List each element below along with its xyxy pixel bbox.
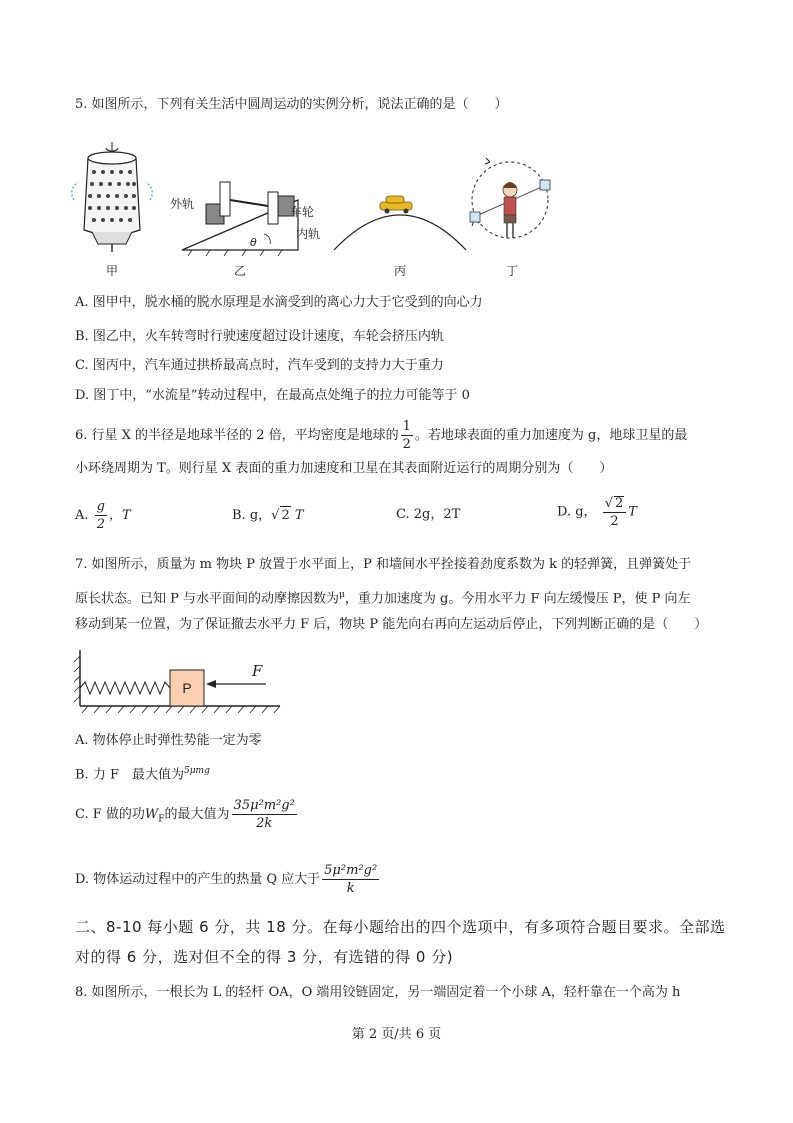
q6-option-b <box>232 506 304 525</box>
q7-option-d-text: D. 物体运动过程中的产生的热量 Q 应大于 <box>75 872 321 887</box>
caption-bing: 丙 <box>394 264 407 278</box>
label-outer-rail: 外轨 <box>170 197 195 211</box>
q6-option-a-tail: ，T <box>109 508 131 523</box>
fraction-denominator: k <box>346 881 355 896</box>
fraction-numerator: √ 2 <box>603 496 627 513</box>
q6-option-d-label: D. g， <box>557 504 597 520</box>
q5-option-a: A. 图甲中，脱水桶的脱水原理是水滴受到的离心力大于它受到的向心力 <box>75 295 483 310</box>
fraction-numerator: g <box>96 499 105 514</box>
spin-dryer-drawing <box>72 142 153 252</box>
q7-line1: 7. 如图所示，质量为 m 物块 P 放置于水平面上，P 和墙间水平拴接着劲度系数为 k 的轻弹簧，且弹簧处于 <box>75 557 692 572</box>
banked-track-drawing <box>182 182 298 256</box>
q7-line2 <box>75 586 691 608</box>
fraction-numerator: 5μ²m²g² <box>324 863 378 878</box>
label-inner-rail: 内轨 <box>296 227 321 241</box>
caption-ding: 丁 <box>506 264 519 278</box>
block-p-label: P <box>182 680 192 696</box>
q6-line2: 小环绕周期为 T。则行星 X 表面的重力加速度和卫星在其表面附近运行的周期分别为（ ） <box>75 461 613 476</box>
section2-line2: 对的得 6 分，选对但不全的得 3 分，有选错的得 0 分) <box>75 948 454 966</box>
q7-option-d <box>75 862 381 898</box>
sqrt-symbol: √ <box>271 508 280 523</box>
q6-option-a-label: A. <box>75 508 89 523</box>
q5-figure <box>70 140 590 280</box>
q7-option-c-fraction <box>232 799 297 830</box>
caption-jia: 甲 <box>106 264 119 278</box>
q7-option-b-text: B. 力 F 最大值为 <box>75 767 184 783</box>
q7-line3: 移动到某一位置，为了保证撤去水平力 F 后，物块 P 能先向右再向左运动后停止，下列判断正确的是（ ） <box>75 617 708 632</box>
q6-option-b-label: B. g， <box>232 508 272 523</box>
force-label: F <box>252 662 263 680</box>
label-theta: θ <box>250 236 257 249</box>
q7-option-b <box>75 762 210 784</box>
q6-option-a-fraction <box>95 500 107 531</box>
q7-option-a: A. 物体停止时弹性势能一定为零 <box>75 733 262 748</box>
fraction-denominator: 2 <box>96 517 105 532</box>
q5-stem: 5. 如图所示，下列有关生活中圆周运动的实例分析，说法正确的是（ ） <box>75 97 508 112</box>
label-wheel: 车轮 <box>290 205 315 219</box>
q6-fraction-half <box>401 420 413 451</box>
q7-figure <box>70 646 290 716</box>
q7-line2-b: ，重力加速度为 g。今用水平力 F 向左缓慢压 P，使 P 向左 <box>344 591 691 607</box>
q7-option-c <box>75 797 299 838</box>
arch-bridge-drawing <box>334 196 466 250</box>
q6-option-d-tail: T <box>628 504 637 520</box>
q5-option-d: D. 图丁中，“水流星”转动过程中，在最高点处绳子的拉力可能等于 0 <box>75 388 470 403</box>
fraction-denominator: 2 <box>610 514 619 529</box>
q6-option-a <box>75 500 131 531</box>
q6-option-b-tail: T <box>294 508 304 523</box>
q7-option-c-text-b: 的最大值为 <box>164 807 230 822</box>
page-footer: 第 2 页/共 6 页 <box>351 1027 442 1042</box>
q6-option-d <box>557 496 637 528</box>
fraction-numerator: 1 <box>402 419 411 434</box>
spring <box>80 682 170 694</box>
sqrt-radicand: 2 <box>281 508 290 523</box>
fraction-numerator: 35μ²m²g² <box>233 798 295 813</box>
q7-option-c-text: C. F 做的功 <box>75 807 145 822</box>
q7-option-c-sub: F <box>158 814 165 825</box>
q7-mu: μ <box>339 590 345 600</box>
q5-option-b: B. 图乙中，火车转弯时行驶速度超过设计速度，车轮会挤压内轨 <box>75 329 444 344</box>
q7-option-d-fraction <box>322 864 379 895</box>
q6-line1-b: 。若地球表面的重力加速度为 g，地球卫星的最 <box>414 428 688 443</box>
fraction-denominator: 2 <box>402 437 411 452</box>
q6-line1-a: 6. 行星 X 的半径是地球半径的 2 倍，平均密度是地球的 <box>75 428 399 443</box>
fraction-denominator: 2k <box>256 816 273 831</box>
force-arrow-icon <box>206 680 216 688</box>
caption-yi: 乙 <box>234 264 247 278</box>
q6-option-c: C. 2g，2T <box>396 507 461 522</box>
q6-option-d-fraction <box>603 496 627 528</box>
q5-option-c: C. 图丙中，汽车通过拱桥最高点时，汽车受到的支持力大于重力 <box>75 358 444 373</box>
q7-line2-a: 原长状态。已知 P 与水平面间的动摩擦因数为 <box>75 591 340 607</box>
q6-line1 <box>75 420 687 451</box>
water-meteor-drawing <box>470 158 550 238</box>
section2-line1: 二、8-10 每小题 6 分，共 18 分。在每小题给出的四个选项中，有多项符合题目要求。全部选 <box>75 918 726 936</box>
q7-option-c-w: W <box>144 807 159 822</box>
q7-option-b-value: 5μmg <box>183 766 210 776</box>
q8-line1: 8. 如图所示，一根长为 L 的轻杆 OA，O 端用铰链固定，另一端固定着一个小球 A，轻杆靠在一个高为 h <box>75 985 681 1000</box>
sqrt-radicand: 2 <box>614 496 624 511</box>
